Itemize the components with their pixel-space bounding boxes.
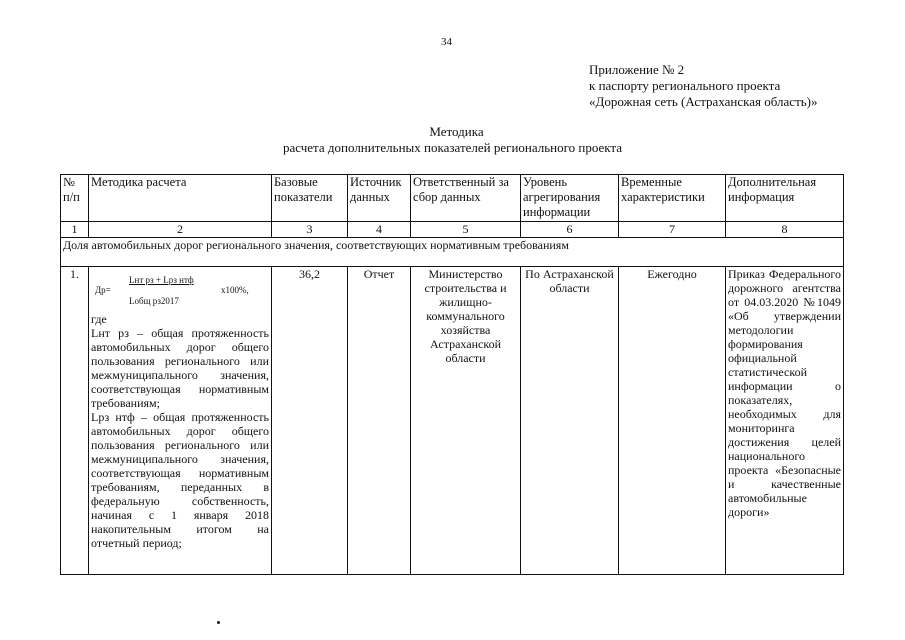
title-line-2: расчета дополнительных показателей регионального проекта	[282, 140, 623, 155]
header-aggregation: Уровень агрегирования информации	[521, 175, 619, 222]
appendix-line-3: «Дорожная сеть (Астраханская область)»	[589, 94, 818, 109]
column-number: 6	[521, 222, 619, 238]
time-characteristics: Ежегодно	[619, 267, 726, 575]
column-number: 5	[411, 222, 521, 238]
header-method: Методика расчета	[89, 175, 272, 222]
stray-mark	[217, 621, 220, 624]
column-number: 1	[61, 222, 89, 238]
appendix-line-2: к паспорту регионального проекта	[589, 78, 781, 93]
section-title: Доля автомобильных дорог регионального значения, соответствующих нормативным требованиям	[61, 238, 844, 267]
header-number: № п/п	[61, 175, 89, 222]
aggregation-level: По Астраханской области	[521, 267, 619, 575]
header-timing: Временные характеристики	[619, 175, 726, 222]
method-description: где Lнт рз – общая протяженность автомобильных дорог общего пользования регионального или межмуниципального значения, соответствующая нормативным требованиям; Lрз нтф – общая протяженность автомобильных дорог общего пользования регионального или межмуниципального значения, соответствующая нормативным требованиям, переданных в федеральную собственность, начиная с 1 января 2018 накопительным итогом на отчетный период;	[91, 312, 269, 550]
row-number: 1.	[61, 267, 89, 575]
formula-multiplier: х100%,	[221, 285, 249, 295]
table-row	[61, 267, 844, 575]
formula-denominator: Lобщ рз2017	[129, 296, 179, 306]
additional-info: Приказ Федерального дорожного агентства от 04.03.2020 №1049 «Об утверждении методологии формирования официальной статистической информации о показателях, необходимых для мониторинга достижения целей национального проекта «Безопасные и качественные автомобильные дороги»	[726, 267, 844, 575]
column-number: 7	[619, 222, 726, 238]
appendix-line-1: Приложение № 2	[589, 62, 685, 77]
method-cell	[89, 267, 272, 575]
header-row	[61, 175, 844, 222]
column-number: 2	[89, 222, 272, 238]
header-responsible: Ответственный за сбор данных	[411, 175, 521, 222]
column-number-row	[61, 222, 844, 238]
formula-numerator: Lнт рз + Lрз нтф	[129, 275, 194, 285]
column-number: 4	[348, 222, 411, 238]
section-row	[61, 238, 844, 267]
document-title	[0, 124, 905, 156]
appendix-header	[589, 62, 818, 110]
column-number: 3	[272, 222, 348, 238]
header-base: Базовые показатели	[272, 175, 348, 222]
responsible-party: Министерство строительства и жилищно-коммунального хозяйства Астраханской области	[411, 267, 521, 575]
formula	[91, 270, 269, 314]
methodology-table	[60, 174, 844, 575]
column-number: 8	[726, 222, 844, 238]
base-value: 36,2	[272, 267, 348, 575]
header-additional: Дополнительная информация	[726, 175, 844, 222]
title-line-1: Методика	[429, 124, 484, 139]
data-source: Отчет	[348, 267, 411, 575]
formula-lhs: Др=	[95, 285, 111, 295]
header-source: Источник данных	[348, 175, 411, 222]
page-number: 34	[441, 36, 452, 48]
